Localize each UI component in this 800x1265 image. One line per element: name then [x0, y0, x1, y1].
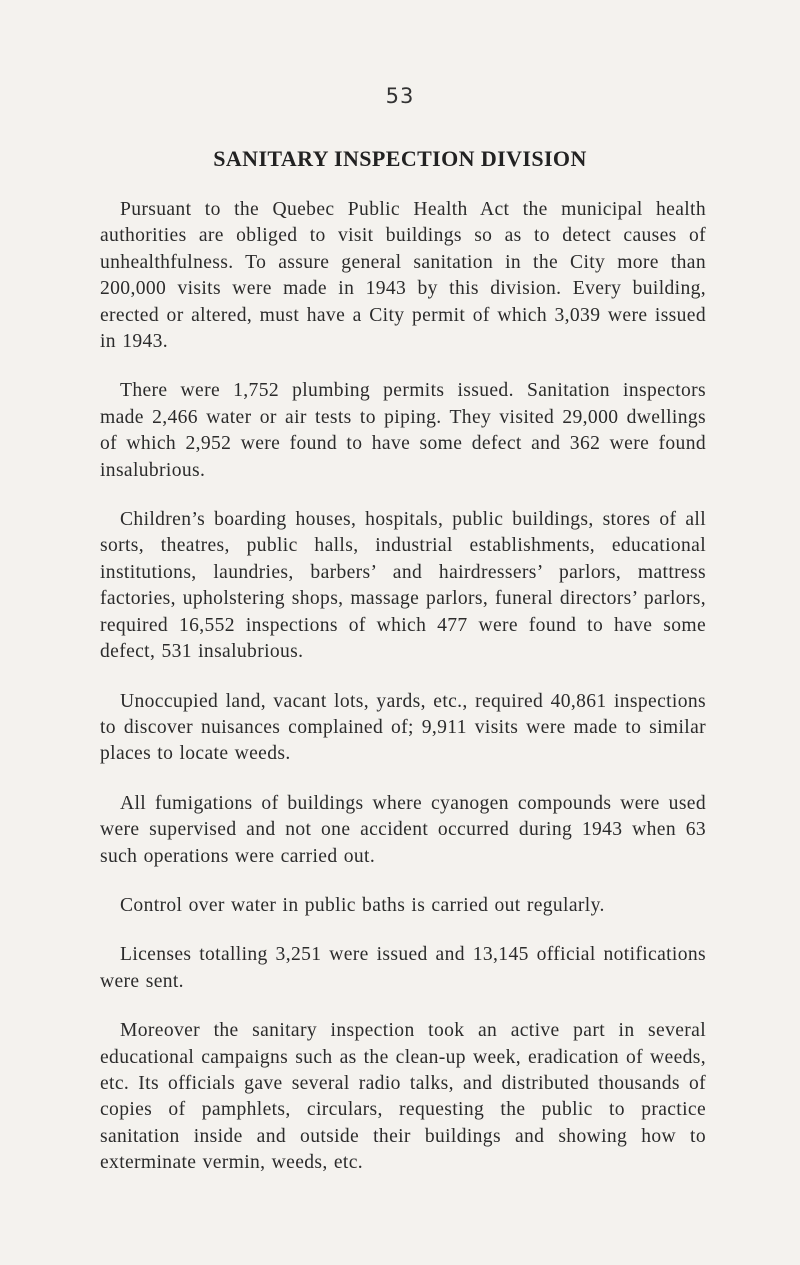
- body-text: [100, 197, 706, 1200]
- paragraph-campaigns: Moreover the sanitary inspection took an active part in several educational campaigns such as the clean-up week, eradication of weeds, etc. Its officials gave several radio talks, and distributed thousands of copies of pamphlets, circulars, requesting the public to practice sanitation inside and outside their buildings and showing how to exterminate vermin, weeds, etc.: [100, 1020, 706, 1174]
- paragraph-public-baths: Control over water in public baths is carried out regularly.: [120, 894, 605, 916]
- paragraph-intro: Pursuant to the Quebec Public Health Act the municipal health authorities are obliged to visit buildings so as to detect causes of unhealthfulness. To assure general sanitation in the City more than 200,000 visits were made in 1943 by this division. Every building, erected or altered, must have a City permit of which 3,039 were issued in 1943.: [100, 199, 706, 353]
- paragraph-unoccupied-land: Unoccupied land, vacant lots, yards, etc., required 40,861 inspections to discover nuisances complained of; 9,911 visits were made to similar places to locate weeds.: [100, 690, 706, 765]
- page-number: 53: [385, 84, 415, 108]
- paragraph-fumigations: All fumigations of buildings where cyanogen compounds were used were supervised and not one accident occurred during 1943 when 63 such operations were carried out.: [100, 792, 706, 867]
- paragraph-licenses: Licenses totalling 3,251 were issued and 13,145 official notifications were sent.: [100, 944, 706, 992]
- paragraph-plumbing-permits: There were 1,752 plumbing permits issued. Sanitation inspectors made 2,466 water or air tests to piping. They visited 29,000 dwellings of which 2,952 were found to have some defect and 362 were found insalubrious.: [100, 380, 706, 481]
- paragraph-public-buildings: Children’s boarding houses, hospitals, public buildings, stores of all sorts, theatres, public halls, industrial establishments, educational institutions, laundries, barbers’ and hairdressers’ parlors, mattress factories, upholstering shops, massage parlors, funeral directors’ parlors, required 16,552 inspections of which 477 were found to have some defect, 531 insalubrious.: [100, 509, 706, 663]
- section-title: SANITARY INSPECTION DIVISION: [213, 146, 587, 171]
